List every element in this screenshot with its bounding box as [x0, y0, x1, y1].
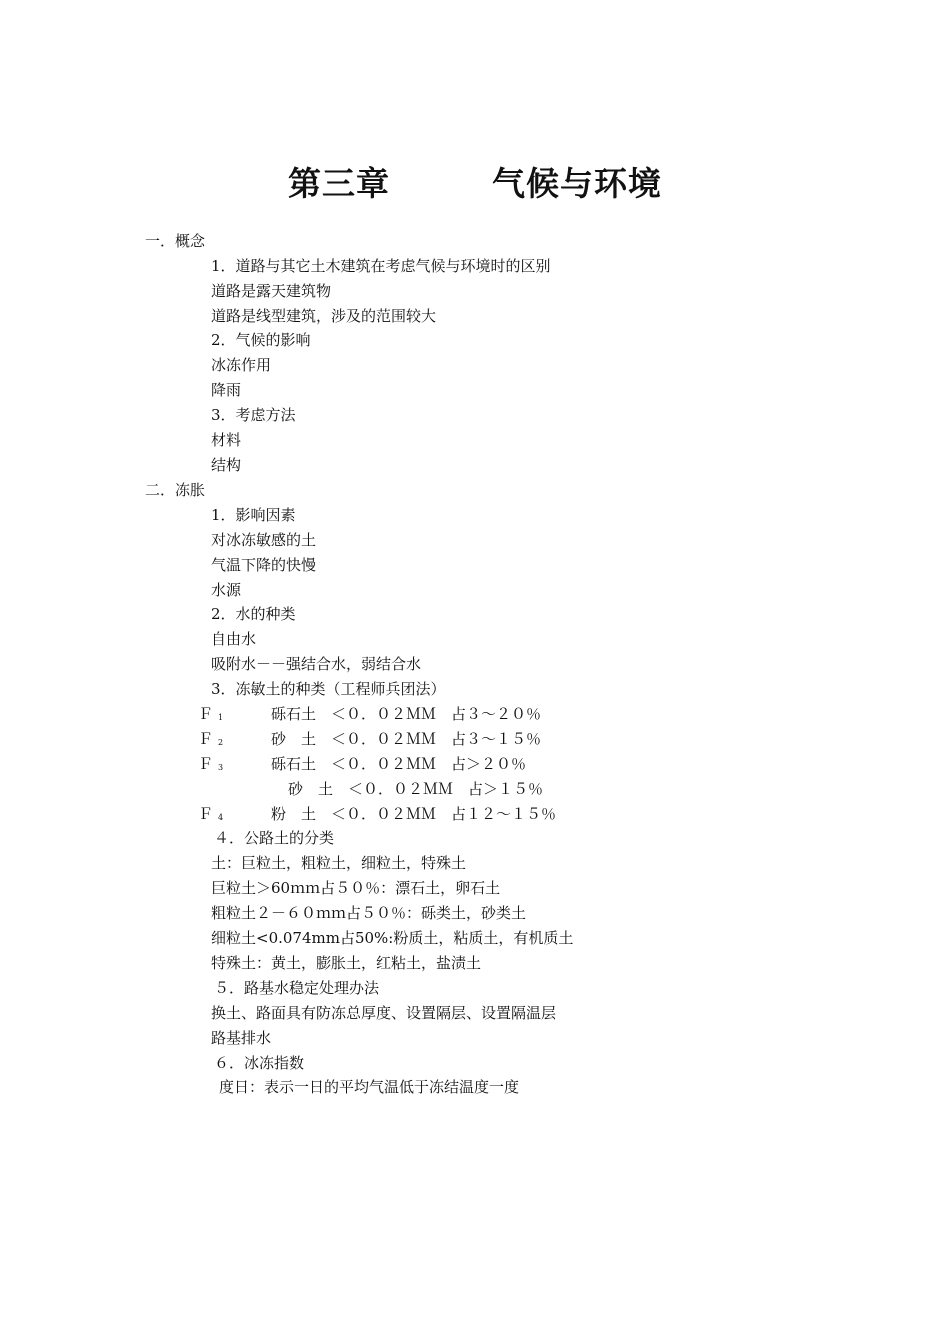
section-heading-frost-heave: 二．冻胀 — [145, 481, 206, 499]
list-item: 对冰冻敏感的土 — [211, 531, 317, 549]
f-class-label: Ｆ $_3$ — [198, 755, 224, 773]
f-class-label: Ｆ $_1$ — [198, 705, 224, 723]
list-item: 巨粒土＞60ｍｍ占５０％：漂石土，卵石土 — [211, 879, 501, 897]
f-class-label: Ｆ $_4$ — [198, 805, 224, 823]
list-item: 道路是露天建筑物 — [211, 282, 332, 300]
section-heading-concept: 一．概念 — [145, 232, 206, 250]
list-item: 1．影响因素 — [211, 506, 296, 524]
list-item: 细粒土<0.074mm占50%:粉质土，粘质土，有机质土 — [211, 929, 574, 947]
list-item: 气温下降的快慢 — [211, 556, 317, 574]
list-item: 换土、路面具有防冻总厚度、设置隔层、设置隔温层 — [211, 1004, 557, 1022]
f-class-description: 砾石土 ＜０．０２ＭＭ 占＞２０％ — [271, 755, 527, 773]
list-item: 土：巨粒土，粗粒土，细粒土，特殊土 — [211, 854, 467, 872]
list-item: 特殊土：黄土，膨胀土，红粘土，盐渍土 — [211, 954, 482, 972]
list-item: ６．冰冻指数 — [214, 1054, 305, 1072]
f-class-description: 粉 土 ＜０．０２ＭＭ 占１２～１５％ — [271, 805, 557, 823]
list-item: 2．气候的影响 — [211, 331, 311, 349]
list-item: 吸附水－－强结合水，弱结合水 — [211, 655, 422, 673]
list-item: 冰冻作用 — [211, 356, 272, 374]
list-item: 降雨 — [211, 381, 242, 399]
list-item: 道路是线型建筑，涉及的范围较大 — [211, 307, 437, 325]
f-class-label: Ｆ $_2$ — [198, 730, 224, 748]
f-class-description: 砾石土 ＜０．０２ＭＭ 占３～２０％ — [271, 705, 542, 723]
list-item: 材料 — [211, 431, 242, 449]
list-item: ４．公路土的分类 — [214, 829, 335, 847]
page-title: 第三章 气候与环境 — [288, 164, 662, 203]
list-item: 度日：表示一日的平均气温低于冻结温度一度 — [219, 1078, 520, 1096]
list-item: 结构 — [211, 456, 242, 474]
list-item: 水源 — [211, 581, 242, 599]
list-item: ５．路基水稳定处理办法 — [214, 979, 380, 997]
list-item: 粗粒土２－６０ｍｍ占５０％：砾类土，砂类土 — [211, 904, 527, 922]
list-item: 路基排水 — [211, 1029, 272, 1047]
f-class-description: 砂 土 ＜０．０２ＭＭ 占＞１５％ — [288, 780, 544, 798]
list-item: 3．冻敏土的种类（工程师兵团法） — [211, 680, 446, 698]
f-class-description: 砂 土 ＜０．０２ＭＭ 占３～１５％ — [271, 730, 542, 748]
list-item: 3．考虑方法 — [211, 406, 296, 424]
list-item: 自由水 — [211, 630, 257, 648]
list-item: 1．道路与其它土木建筑在考虑气候与环境时的区别 — [211, 257, 551, 275]
list-item: 2．水的种类 — [211, 605, 296, 623]
